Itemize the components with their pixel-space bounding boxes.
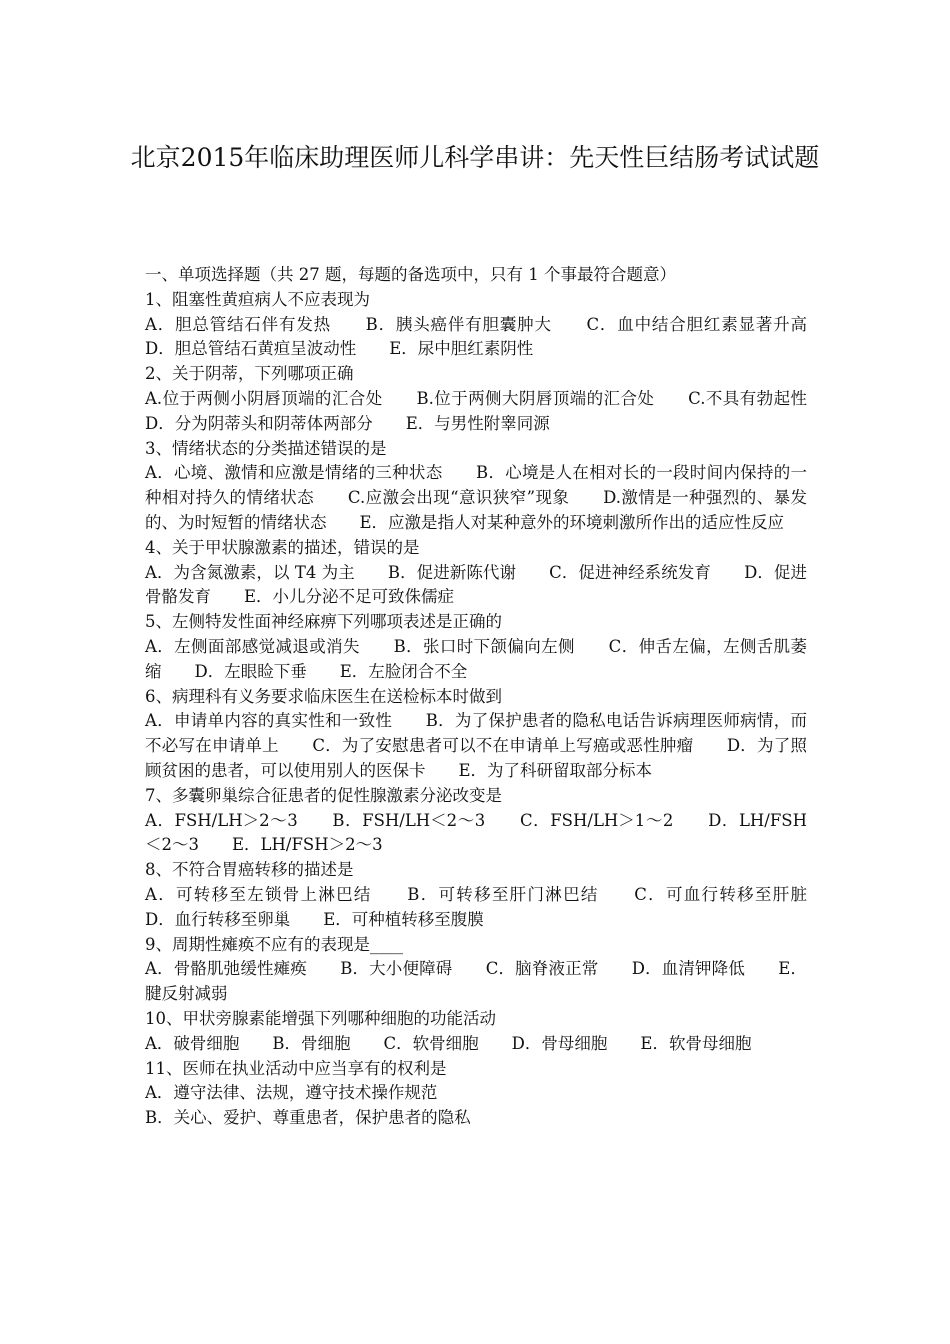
question-options: A.位于两侧小阴唇顶端的汇合处 B.位于两侧大阴唇顶端的汇合处 C.不具有勃起性 D．分为阴蒂头和阴蒂体两部分 E．与男性附睾同源 <box>145 388 840 433</box>
question-9 <box>145 933 807 1007</box>
question-options: A．可转移至左锁骨上淋巴结 B．可转移至肝门淋巴结 C．可血行转移至肝脏 D．血行转移至卵巢 E．可种植转移至腹膜 <box>145 884 840 929</box>
question-6 <box>145 685 807 784</box>
question-stem: 7、多囊卵巢综合征患者的促性腺激素分泌改变是 <box>145 785 502 805</box>
question-options: A．申请单内容的真实性和一致性 B．为了保护患者的隐私电话告诉病理医师病情，而不必写在申请单上 C．为了安慰患者可以不在申请单上写癌或恶性肿瘤 D．为了照顾贫困的患者，可以使用别人的医保卡 E．为了科研留取部分标本 <box>145 711 807 780</box>
question-stem: 3、情绪状态的分类描述错误的是 <box>145 438 387 458</box>
question-8 <box>145 858 840 932</box>
question-10 <box>145 1007 807 1057</box>
question-stem: 6、病理科有义务要求临床医生在送检标本时做到 <box>145 686 502 706</box>
question-7 <box>145 784 807 858</box>
question-1 <box>145 288 840 362</box>
question-2 <box>145 362 840 436</box>
question-stem: 8、不符合胃癌转移的描述是 <box>145 860 354 880</box>
question-option-b: B．关心、爱护、尊重患者，保护患者的隐私 <box>145 1108 471 1128</box>
question-options: A．FSH/LH＞2～3 B．FSH/LH＜2～3 C．FSH/LH＞1～2 D．LH/FSH＜2～3 E．LH/FSH＞2～3 <box>145 810 807 855</box>
question-option-a: A．遵守法律、法规，遵守技术操作规范 <box>145 1083 438 1103</box>
question-options: A．胆总管结石伴有发热 B．胰头癌伴有胆囊肿大 C．血中结合胆红素显著升高 D．胆总管结石黄疸呈波动性 E．尿中胆红素阴性 <box>145 314 840 359</box>
question-stem: 1、阻塞性黄疸病人不应表现为 <box>145 289 370 309</box>
document-title: 北京2015年临床助理医师儿科学串讲：先天性巨结肠考试试题 <box>130 143 820 172</box>
question-stem: 2、关于阴蒂，下列哪项正确 <box>145 364 354 384</box>
question-options: A．破骨细胞 B．骨细胞 C．软骨细胞 D．骨母细胞 E．软骨母细胞 <box>145 1033 752 1053</box>
question-stem: 5、左侧特发性面神经麻痹下列哪项表述是正确的 <box>145 612 502 632</box>
question-options: A．左侧面部感觉减退或消失 B．张口时下颌偏向左侧 C．伸舌左偏，左侧舌肌萎缩 D．左眼睑下垂 E．左脸闭合不全 <box>145 636 807 681</box>
document-body <box>145 263 840 1131</box>
question-5 <box>145 610 807 684</box>
question-stem: 9、周期性瘫痪不应有的表现是____ <box>145 934 403 954</box>
section-header: 一、单项选择题（共 27 题，每题的备选项中，只有 1 个事最符合题意） <box>145 265 676 284</box>
question-options: A．为含氮激素，以 T4 为主 B．促进新陈代谢 C．促进神经系统发育 D．促进骨骼发育 E．小儿分泌不足可致侏儒症 <box>145 562 807 607</box>
question-stem: 10、甲状旁腺素能增强下列哪种细胞的功能活动 <box>145 1008 496 1028</box>
question-11 <box>145 1057 807 1131</box>
question-options: A．心境、激情和应激是情绪的三种状态 B．心境是人在相对长的一段时间内保持的一种相对持久的情绪状态 C.应激会出现“意识狭窄”现象 D.激情是一种强烈的、暴发的、为时短暂的情绪状态 E．应激是指人对某种意外的环境刺激所作出的适应性反应 <box>145 463 807 532</box>
question-4 <box>145 536 807 610</box>
question-stem: 4、关于甲状腺激素的描述，错误的是 <box>145 537 420 557</box>
question-stem: 11、医师在执业活动中应当享有的权利是 <box>145 1058 447 1078</box>
question-3 <box>145 437 807 536</box>
question-options: A．骨骼肌弛缓性瘫痪 B．大小便障碍 C．脑脊液正常 D．血清钾降低 E．腱反射减弱 <box>145 959 807 1004</box>
